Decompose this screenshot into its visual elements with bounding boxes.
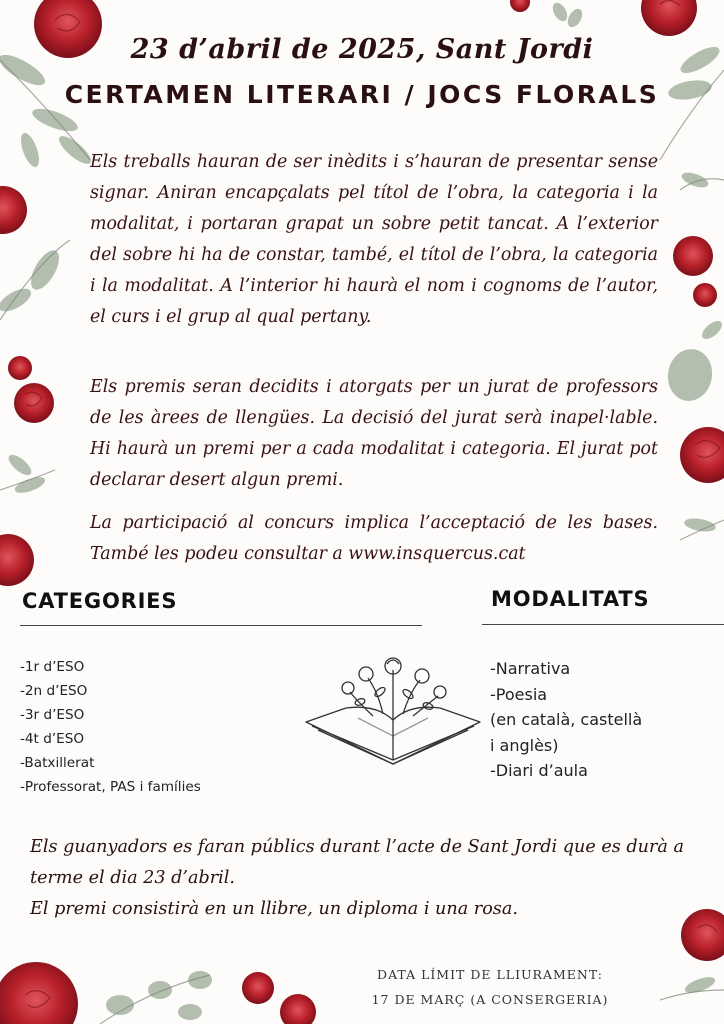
modality-item: i anglès) [490, 735, 559, 755]
open-book-flowers-illustration [298, 652, 488, 772]
categories-heading: CATEGORIES [22, 589, 178, 613]
rules-paragraph-1: Els treballs hauran de ser inèdits i s’hauran de presentar sense signar. Aniran encapçalats pel títol de l’obra, la categoria i la modalitat, i portaran grapat un sobre petit tancat. A l’exterior del sobre hi ha de constar, també, el títol de l’obra, la categoria i la modalitat. A l’interior hi haurà el nom i cognoms de l’autor, el curs i el grup al qual pertany. [90, 152, 658, 327]
closing-announcement: Els guanyadors es faran públics durant l’acte de Sant Jordi que es durà a terme el dia 23 d’abril. [30, 837, 684, 888]
category-item: -2n d’ESO [20, 683, 88, 699]
modalities-list [490, 656, 642, 784]
category-item: -1r d’ESO [20, 659, 85, 675]
modalities-divider [482, 624, 724, 625]
rules-paragraph-2: Els premis seran decidits i atorgats per un jurat de professors de les àrees de llengües. La decisió del jurat serà inapel·lable. Hi haurà un premi per a cada modalitat i categoria. El jurat pot declarar desert algun premi. [90, 377, 658, 490]
category-item: -3r d’ESO [20, 707, 85, 723]
event-title: CERTAMEN LITERARI / JOCS FLORALS [64, 80, 660, 109]
categories-list [20, 655, 201, 799]
category-item: -4t d’ESO [20, 731, 85, 747]
rules-paragraph-3: La participació al concurs implica l’acceptació de les bases. També les podeu consultar a www.insquercus.cat [90, 513, 658, 564]
modality-item: (en català, castellà [490, 710, 643, 729]
closing-prize: El premi consistirà en un llibre, un diploma i una rosa. [30, 899, 518, 919]
categories-divider [20, 625, 422, 626]
modality-item: -Narrativa [490, 659, 571, 678]
category-item: -Professorat, PAS i famílies [20, 779, 201, 795]
category-item: -Batxillerat [20, 755, 95, 771]
deadline-value: 17 DE MARÇ (A CONSERGERIA) [371, 992, 609, 1007]
deadline-label: DATA LÍMIT DE LLIURAMENT: [377, 967, 603, 982]
modalities-heading: MODALITATS [491, 587, 650, 611]
modality-item: -Poesia [490, 684, 548, 704]
modality-item: -Diari d’aula [490, 761, 588, 780]
date-title: 23 d’abril de 2025, Sant Jordi [130, 34, 594, 65]
